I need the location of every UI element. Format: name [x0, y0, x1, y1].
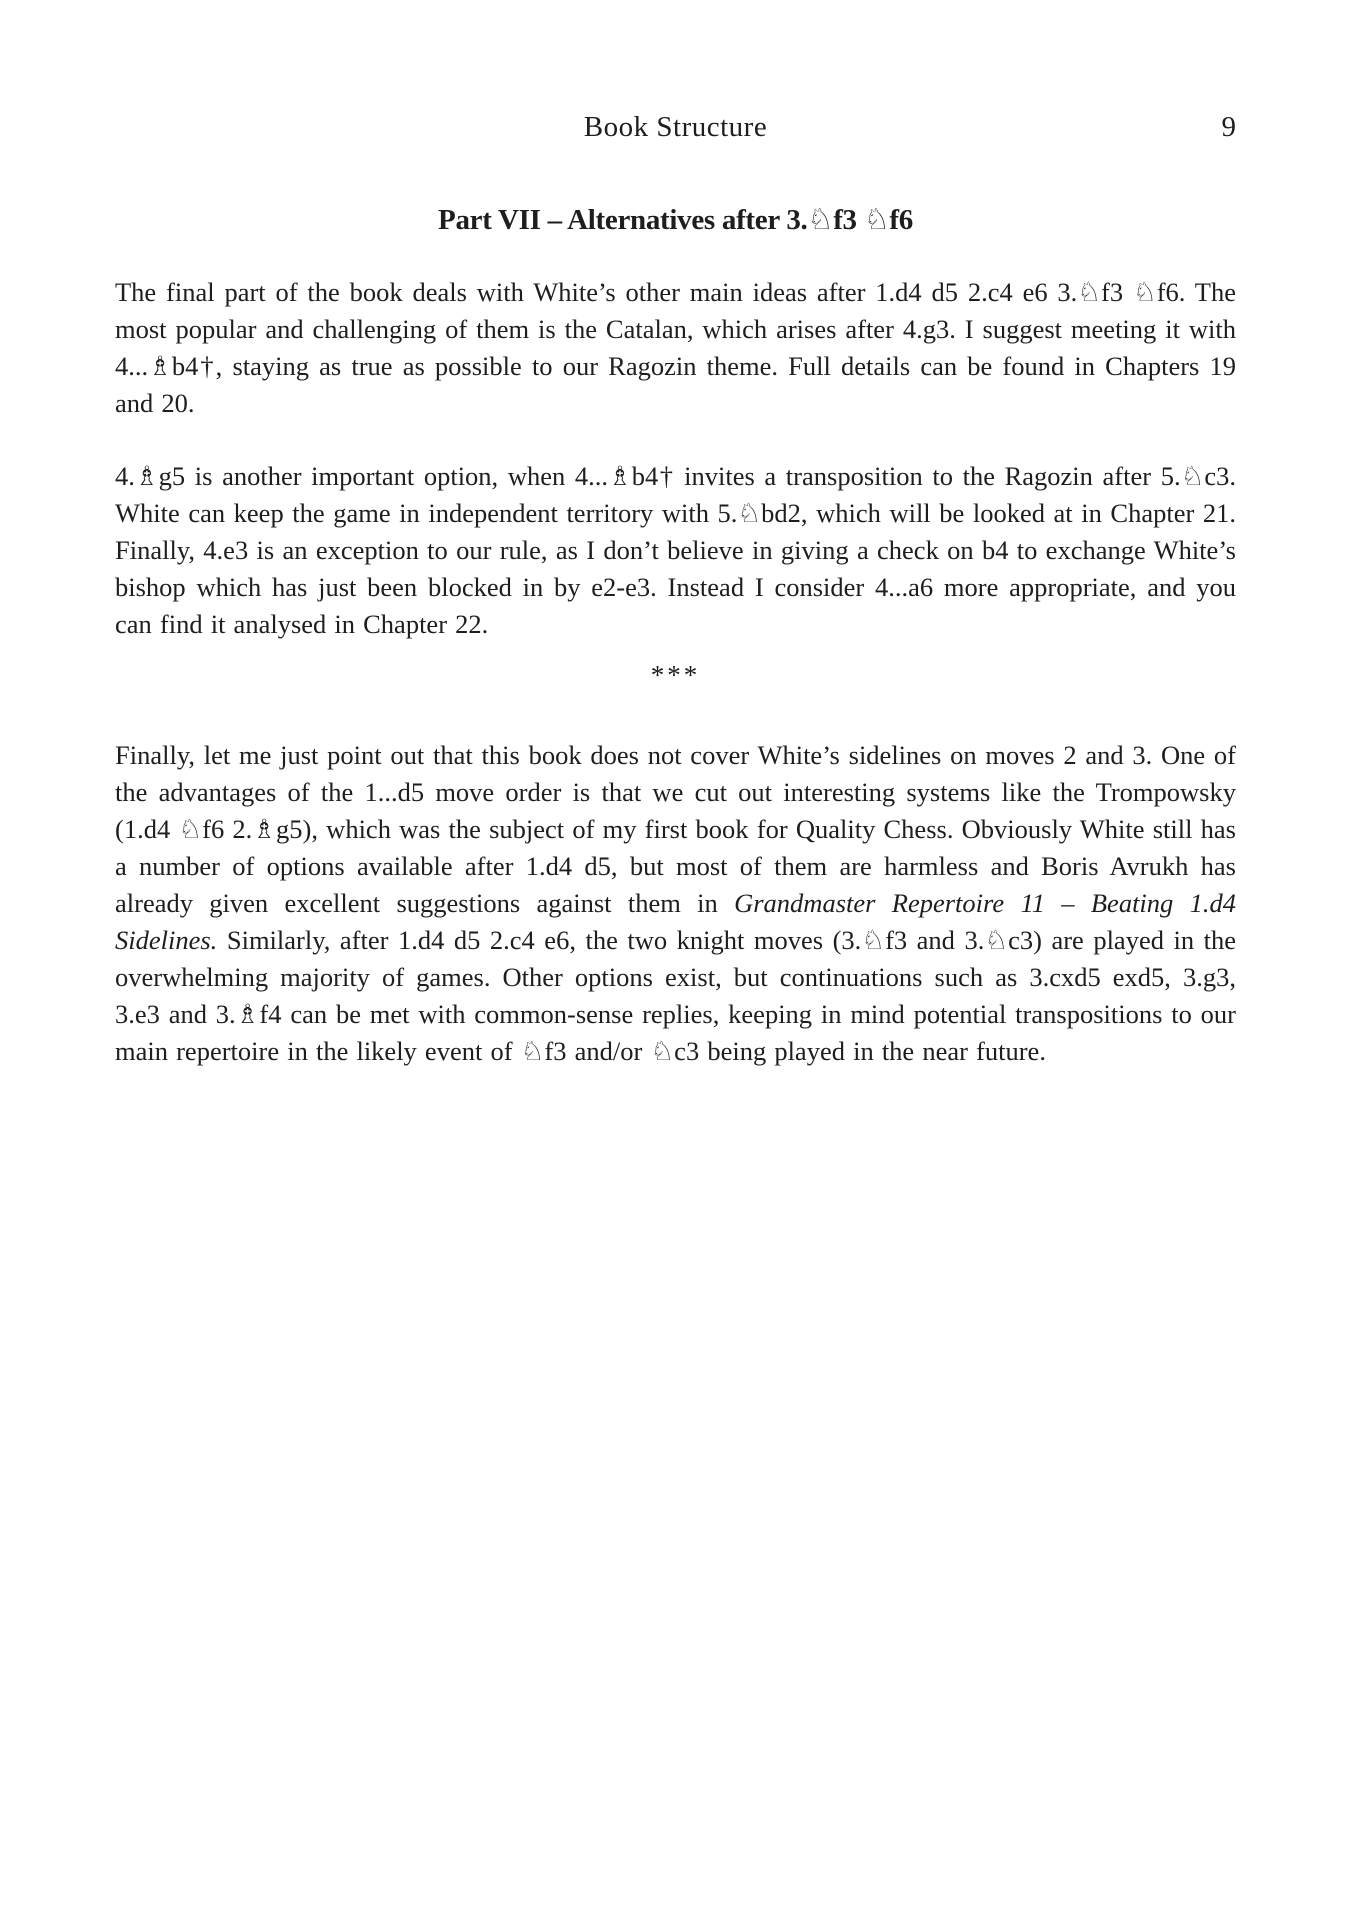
page-header [115, 0, 1236, 144]
section-separator: *** [650, 660, 701, 690]
paragraph-2: 4.♗g5 is another important option, when 4...♗b4† invites a transposition to the Ragozin after 5.♘c3. White can keep the game in independent territory with 5.♘bd2, which will be looked at in Chapter 21. Finally, 4.e3 is an exception to our rule, as I don’t believe in giving a check on b4 to exchange White’s bishop which has just been blocked in by e2-e3. Instead I consider 4...a6 more appropriate, and you can find it analysed in Chapter 22. [115, 461, 1236, 639]
book-title-reference: Grandmaster Repertoire 11 – Beating 1.d4 Sidelines. [115, 888, 1236, 955]
part-heading: Part VII – Alternatives after 3.♘f3 ♘f6 [438, 204, 913, 236]
paragraph-1: The final part of the book deals with White’s other main ideas after 1.d4 d5 2.c4 e6 3.♘f3 ♘f6. The most popular and challenging of them is the Catalan, which arises after 4.g3. I suggest meeting it with 4...♗b4†, staying as true as possible to our Ragozin theme. Full details can be found in Chapters 19 and 20. [115, 277, 1236, 418]
paragraph-3-text: Finally, let me just point out that this book does not cover White’s sidelines on moves 2 and 3. One of the advantages of the 1...d5 move order is that we cut out interesting systems like the Trompowsky (1.d4 ♘f6 2.♗g5), which was the subject of my first book for Quality Chess. Obviously White still has a number of options available after 1.d4 d5, but most of them are harmless and Boris Avrukh has already given excellent suggestions against them in [115, 740, 1236, 918]
paragraph-3 [115, 737, 1236, 1070]
running-title: Book Structure [583, 111, 768, 143]
page-number: 9 [1221, 111, 1236, 143]
paragraph-3-text-continued: Similarly, after 1.d4 d5 2.c4 e6, the two knight moves (3.♘f3 and 3.♘c3) are played in the overwhelming majority of games. Other options exist, but continuations such as 3.cxd5 exd5, 3.g3, 3.e3 and 3.♗f4 can be met with common-sense replies, keeping in mind potential transpositions to our main repertoire in the likely event of ♘f3 and/or ♘c3 being played in the near future. [115, 925, 1236, 1066]
